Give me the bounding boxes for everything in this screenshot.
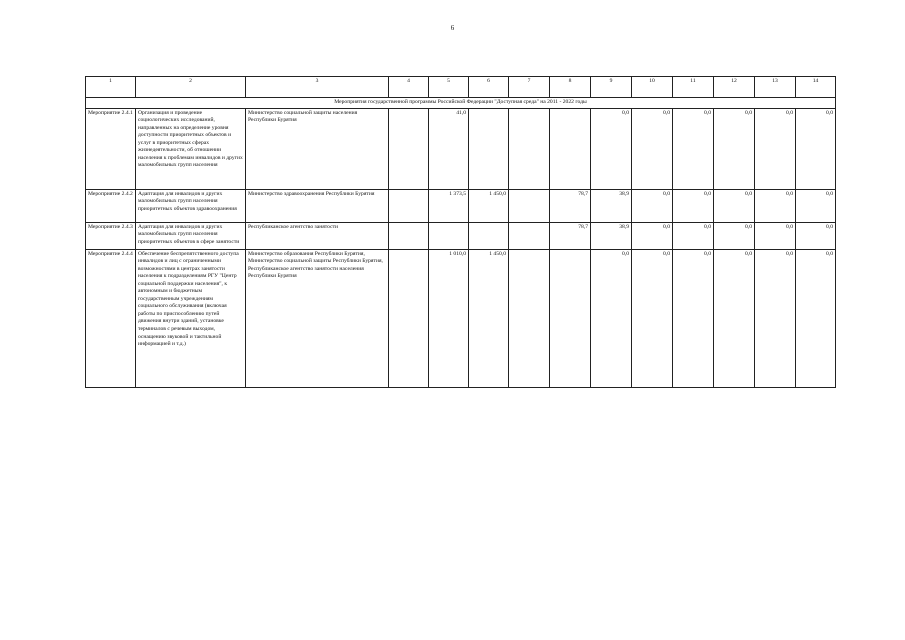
value-cell <box>469 108 509 189</box>
value-cell: 1 450,0 <box>469 189 509 222</box>
header-row <box>86 77 836 98</box>
value-cell: 0,0 <box>673 189 714 222</box>
value-cell: 0,0 <box>796 189 836 222</box>
value-cell <box>389 189 429 222</box>
column-header: 7 <box>509 77 550 98</box>
value-cell: 0,0 <box>796 222 836 249</box>
table-row <box>86 249 836 387</box>
measure-id: Мероприятие 2.4.2 <box>86 189 136 222</box>
value-cell: 0,0 <box>796 249 836 387</box>
measure-executor: Республиканское агентство занятости <box>246 222 389 249</box>
section-row <box>86 98 836 109</box>
value-cell <box>389 222 429 249</box>
column-header: 13 <box>755 77 796 98</box>
column-header: 1 <box>86 77 136 98</box>
measure-id: Мероприятие 2.4.3 <box>86 222 136 249</box>
measure-name: Адаптация для инвалидов и других маломобильных групп населения приоритетных объектов здравоохранения <box>136 189 246 222</box>
column-header: 5 <box>429 77 469 98</box>
value-cell: 0,0 <box>673 249 714 387</box>
column-header: 12 <box>714 77 755 98</box>
value-cell <box>389 108 429 189</box>
page-number: 6 <box>450 24 455 32</box>
value-cell: 1 010,0 <box>429 249 469 387</box>
value-cell <box>550 249 591 387</box>
value-cell: 0,0 <box>796 108 836 189</box>
column-header: 2 <box>136 77 246 98</box>
table-row <box>86 108 836 189</box>
column-header: 10 <box>632 77 673 98</box>
value-cell: 78,7 <box>550 189 591 222</box>
value-cell: 0,0 <box>755 222 796 249</box>
table-row <box>86 189 836 222</box>
value-cell: 0,0 <box>632 189 673 222</box>
value-cell: 0,0 <box>673 108 714 189</box>
value-cell <box>509 189 550 222</box>
value-cell: 0,0 <box>632 249 673 387</box>
value-cell: 41,0 <box>429 108 469 189</box>
value-cell <box>389 249 429 387</box>
measure-executor: Министерство здравоохранения Республики Бурятия <box>246 189 389 222</box>
value-cell <box>509 108 550 189</box>
value-cell: 1 373,5 <box>429 189 469 222</box>
column-header: 6 <box>469 77 509 98</box>
value-cell: 0,0 <box>591 249 632 387</box>
measure-name: Адаптация для инвалидов и других маломобильных групп населения приоритетных объектов в сфере занятости <box>136 222 246 249</box>
column-header: 11 <box>673 77 714 98</box>
column-header: 14 <box>796 77 836 98</box>
column-header: 8 <box>550 77 591 98</box>
value-cell: 38,9 <box>591 189 632 222</box>
column-header: 3 <box>246 77 389 98</box>
column-header: 4 <box>389 77 429 98</box>
value-cell <box>429 222 469 249</box>
value-cell: 0,0 <box>714 189 755 222</box>
value-cell: 1 450,0 <box>469 249 509 387</box>
value-cell: 38,9 <box>591 222 632 249</box>
value-cell <box>469 222 509 249</box>
measure-executor: Министерство социальной защиты населения Республики Бурятия <box>246 108 389 189</box>
section-title: Мероприятия государственной программы Российской Федерации "Доступная среда" на 2011 - 2022 годы <box>86 98 836 109</box>
value-cell: 0,0 <box>632 108 673 189</box>
value-cell: 0,0 <box>755 189 796 222</box>
measure-executor: Министерство образования Республики Бурятия, Министерство социальной защиты Республики Бурятия, Республиканское агентство занятости населения Республики Бурятия <box>246 249 389 387</box>
value-cell <box>550 108 591 189</box>
measure-id: Мероприятие 2.4.1 <box>86 108 136 189</box>
value-cell: 0,0 <box>714 249 755 387</box>
value-cell: 0,0 <box>632 222 673 249</box>
value-cell: 0,0 <box>591 108 632 189</box>
measure-name: Организация и проведение социологических исследований, направленных на определение уровня доступности приоритетных объектов и услуг в приоритетных сферах жизнедеятельности, об отношении населения к проблемам инвалидов и других маломобильных групп населения <box>136 108 246 189</box>
column-header: 9 <box>591 77 632 98</box>
value-cell: 0,0 <box>755 249 796 387</box>
measure-name: Обеспечение беспрепятственного доступа инвалидов и лиц с ограниченными возможностями в центрах занятости населения к подразделениям РГУ "Центр социальной поддержки населения", к автономным и бюджетным государственным учреждениям социального обслуживания (включая работы по приспособлению путей движения внутри зданий, установке терминалов с речевым выходом, оснащению звуковой и тактильной информацией и т.д.) <box>136 249 246 387</box>
value-cell: 78,7 <box>550 222 591 249</box>
measure-id: Мероприятие 2.4.4 <box>86 249 136 387</box>
table-row <box>86 222 836 249</box>
value-cell: 0,0 <box>714 108 755 189</box>
program-table <box>85 76 836 388</box>
value-cell: 0,0 <box>673 222 714 249</box>
value-cell <box>509 222 550 249</box>
value-cell <box>509 249 550 387</box>
value-cell: 0,0 <box>755 108 796 189</box>
value-cell: 0,0 <box>714 222 755 249</box>
